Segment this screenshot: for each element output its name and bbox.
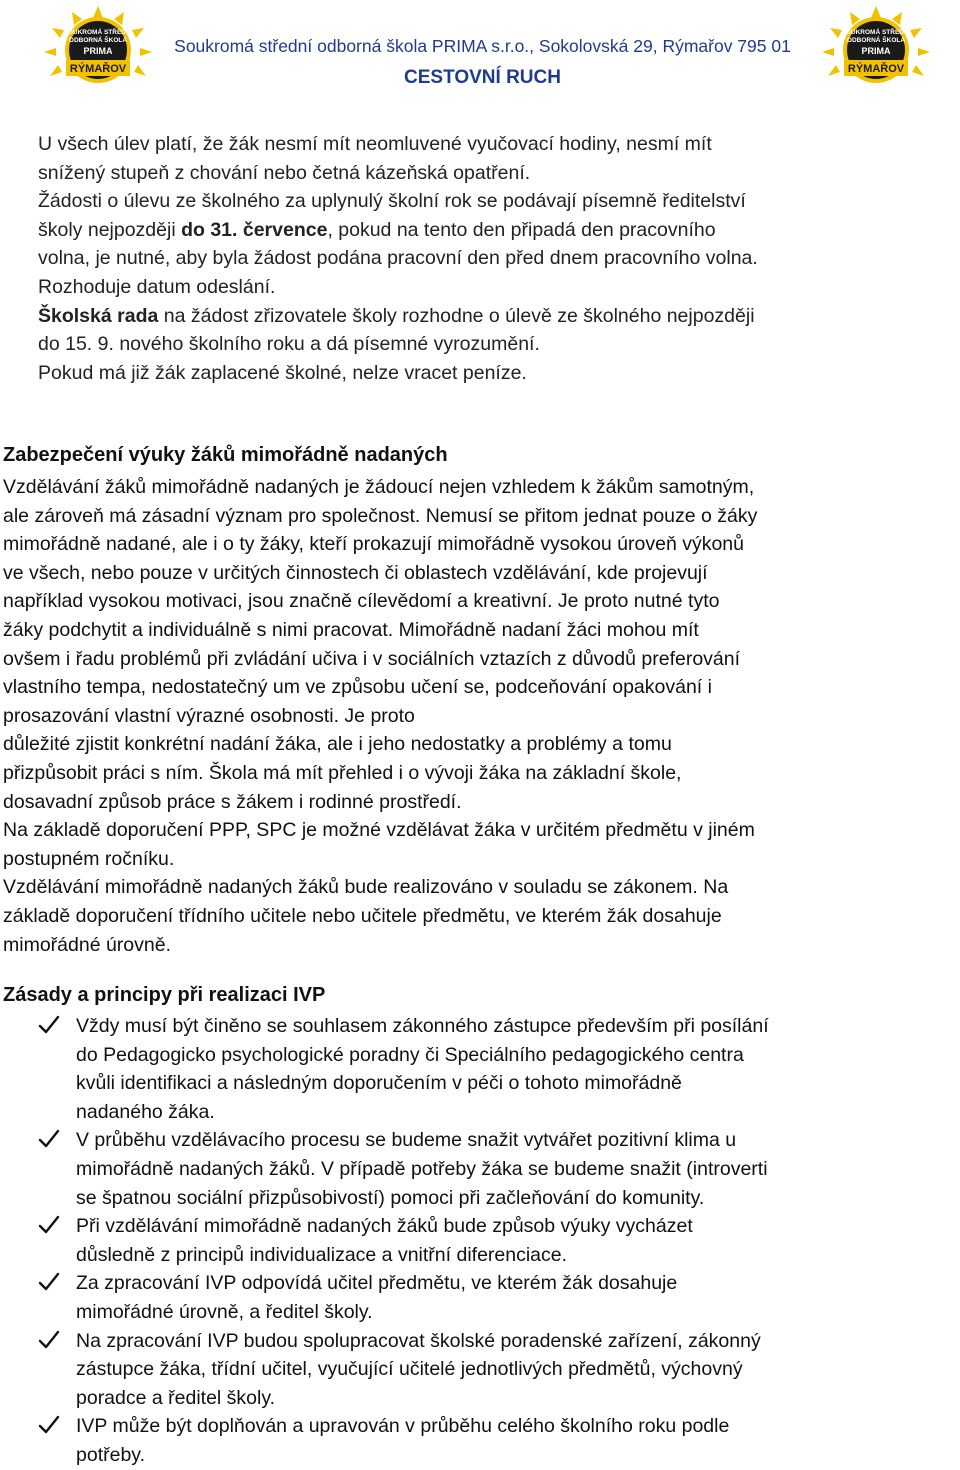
checkmark-icon <box>38 1214 60 1236</box>
text-line: ale zároveň má zásadní význam pro společnost. Nemusí se přitom jednat pouze o žáky <box>3 504 758 527</box>
text-line: mimořádně nadané, ale i o ty žáky, kteří prokazují mimořádně vysokou úroveň výkonů <box>3 533 744 556</box>
text-run: školy nejpozději <box>38 218 182 241</box>
text-line: Žádosti o úlevu ze školného za uplynulý školní rok se podávají písemně ředitelství <box>38 190 746 213</box>
text-line: prosazování vlastní výrazné osobnosti. Je proto <box>3 704 415 727</box>
text-line: U všech úlev platí, že žák nesmí mít neomluvené vyučovací hodiny, nesmí mít <box>38 133 712 155</box>
text-line: IVP může být doplňován a upravován v průběhu celého školního roku podle <box>76 1415 730 1438</box>
ivp-principles-list <box>0 1012 960 1470</box>
text-line: nadaného žáka. <box>76 1100 215 1123</box>
principle-item <box>0 1327 960 1413</box>
text-line: snížený stupeň z chování nebo četná kázeňská opatření. <box>38 161 531 184</box>
principle-item <box>0 1269 960 1326</box>
principle-item <box>0 1212 960 1269</box>
text-line: mimořádné úrovně, a ředitel školy. <box>76 1300 373 1323</box>
text-line: například vysokou motivaci, jsou značně cílevědomí a kreativní. Je proto nutné tyto <box>3 590 720 613</box>
principle-item <box>0 1012 960 1126</box>
text-line: potřeby. <box>76 1443 146 1466</box>
checkmark-icon <box>38 1414 60 1436</box>
text-line: volna, je nutné, aby byla žádost podána pracovní den před dnem pracovního volna. <box>38 247 758 270</box>
text-line: se špatnou sociální přizpůsobivostí) pomoci při začleňování do komunity. <box>76 1186 705 1209</box>
school-logo-emblem <box>40 4 156 90</box>
text-line: žáky podchytit a individuálně s nimi pracovat. Mimořádně nadaní žáci mohou mít <box>3 618 699 641</box>
text-line: do 15. 9. nového školního roku a dá písemné vyrozumění. <box>38 333 540 356</box>
text-line: vlastního tempa, nedostatečný um ve způsobu učení se, podceňování opakování i <box>3 676 712 699</box>
text-line: zástupce žáka, třídní učitel, vyučující učitelé jednotlivých předmětů, výchovný <box>76 1358 743 1381</box>
text-line: Vzdělávání mimořádně nadaných žáků bude realizováno v souladu se zákonem. Na <box>3 876 729 899</box>
text-line: Při vzdělávání mimořádně nadaných žáků bude způsob výuky vycházet <box>76 1215 693 1238</box>
text-line: Rozhoduje datum odeslání. <box>38 275 276 298</box>
svg-text:PRIMA: PRIMA <box>83 46 113 56</box>
svg-text:ODBORNÁ ŠKOLA: ODBORNÁ ŠKOLA <box>846 37 906 44</box>
text-line: do Pedagogicko psychologické poradny či Speciálního pedagogického centra <box>76 1043 744 1066</box>
text-line: Vždy musí být činěno se souhlasem zákonného zástupce především při posílání <box>76 1015 769 1037</box>
text-line: Vzdělávání žáků mimořádně nadaných je žádoucí nejen vzhledem k žákům samotným, <box>3 476 755 498</box>
checkmark-icon <box>38 1128 60 1150</box>
program-title: CESTOVNÍ RUCH <box>404 67 561 88</box>
school-logo-emblem <box>818 4 934 90</box>
school-address-line: Soukromá střední odborná škola PRIMA s.r.o., Sokolovská 29, Rýmařov 795 01 <box>174 36 791 56</box>
school-board-emphasis: Školská rada <box>38 304 159 327</box>
section-heading-ivp: Zásady a principy při realizaci IVP <box>3 984 326 1006</box>
text-line <box>38 216 958 245</box>
checkmark-icon <box>38 1271 60 1293</box>
text-run: , pokud na tento den připadá den pracovního <box>327 218 716 241</box>
text-run: na žádost zřizovatele školy rozhodne o úlevě ze školného nejpozději <box>158 304 755 327</box>
text-line: důležité zjistit konkrétní nadání žáka, ale i jeho nedostatky a problémy a tomu <box>3 733 672 756</box>
text-line: mimořádně nadaných žáků. V případě potřeby žáka se budeme snažit (introverti <box>76 1157 768 1180</box>
checkmark-icon <box>38 1014 60 1036</box>
text-line: Na zpracování IVP budou spolupracovat školské poradenské zařízení, zákonný <box>76 1329 761 1352</box>
text-line: poradce a ředitel školy. <box>76 1386 276 1409</box>
svg-text:SOUKROMÁ STŘEDNÍ: SOUKROMÁ STŘEDNÍ <box>841 29 911 36</box>
text-line: Na základě doporučení PPP, SPC je možné vzdělávat žáka v určitém předmětu v jiném <box>3 819 755 842</box>
school-logo-right <box>818 4 934 90</box>
deadline-emphasis: do 31. července <box>181 218 328 241</box>
text-line: přizpůsobit práci s ním. Škola má mít přehled i o vývoji žáka na základní škole, <box>3 761 682 784</box>
text-line: kvůli identifikaci a následným doporučením v péči o tohoto mimořádně <box>76 1072 682 1095</box>
fee-relief-paragraph <box>38 130 958 387</box>
svg-text:ODBORNÁ ŠKOLA: ODBORNÁ ŠKOLA <box>68 37 128 44</box>
section-heading-gifted: Zabezpečení výuky žáků mimořádně nadaných <box>3 444 448 466</box>
text-line: dosavadní způsob práce s žákem i rodinné prostředí. <box>3 790 462 813</box>
principle-item <box>0 1126 960 1212</box>
text-line: V průběhu vzdělávacího procesu se budeme snažit vytvářet pozitivní klima u <box>76 1129 737 1152</box>
text-line: mimořádné úrovně. <box>3 933 171 956</box>
text-line: Pokud má již žák zaplacené školné, nelze vracet peníze. <box>38 361 527 384</box>
gifted-students-paragraph <box>3 473 958 959</box>
text-line: důsledně z principů individualizace a vnitřní diferenciace. <box>76 1243 568 1266</box>
svg-text:RÝMAŘOV: RÝMAŘOV <box>69 63 127 75</box>
svg-text:PRIMA: PRIMA <box>861 46 891 56</box>
text-line: ovšem i řadu problémů při zvládání učiva i v sociálních vztazích z důvodů preferování <box>3 647 741 670</box>
checkmark-icon <box>38 1329 60 1351</box>
text-line: základě doporučení třídního učitele nebo učitele předmětu, ve kterém žák dosahuje <box>3 904 722 927</box>
text-line <box>38 302 958 331</box>
text-line: postupném ročníku. <box>3 847 175 870</box>
svg-text:RÝMAŘOV: RÝMAŘOV <box>847 63 905 75</box>
text-line: Za zpracování IVP odpovídá učitel předmětu, ve kterém žák dosahuje <box>76 1272 678 1295</box>
school-logo-left <box>40 4 156 90</box>
svg-text:SOUKROMÁ STŘEDNÍ: SOUKROMÁ STŘEDNÍ <box>63 29 133 36</box>
text-line: ve všech, nebo pouze v určitých činnostech či oblastech vzdělávání, kde projevují <box>3 561 708 584</box>
principle-item <box>0 1412 960 1469</box>
